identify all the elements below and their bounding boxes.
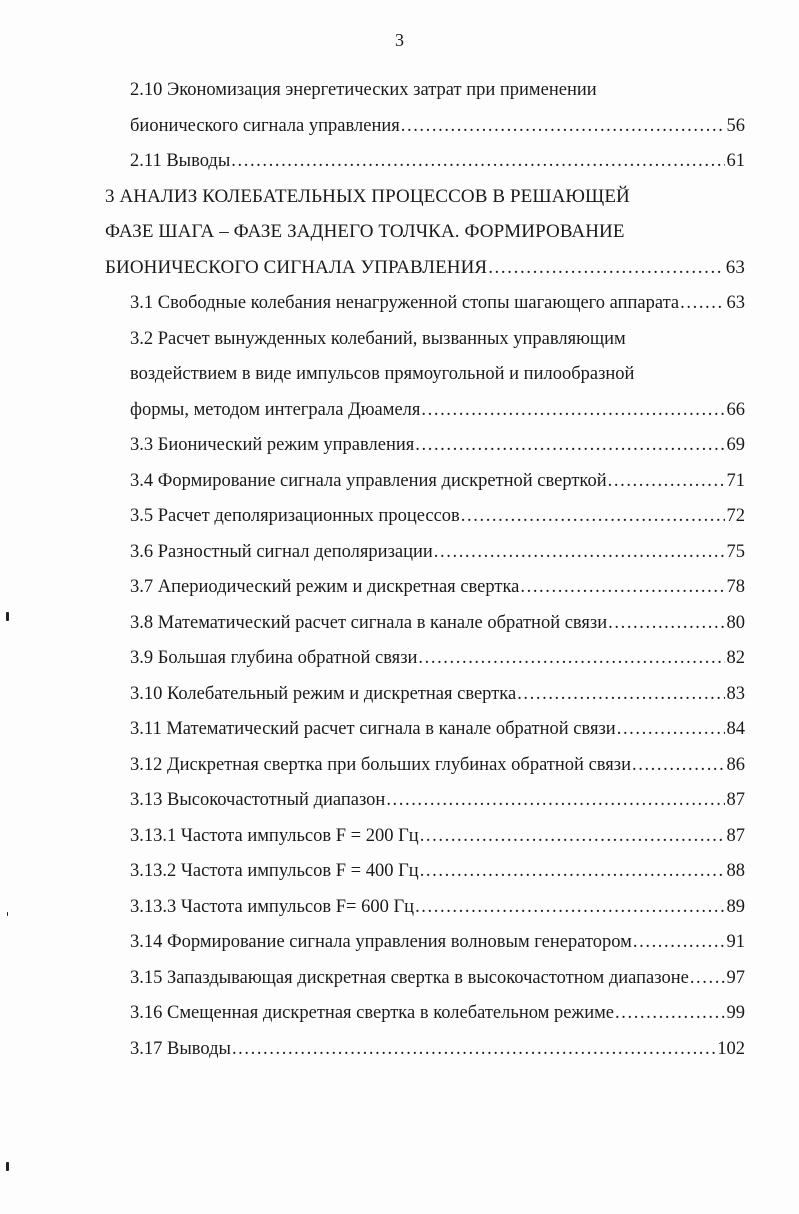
- toc-page-number: 63: [725, 256, 745, 278]
- toc-page-number: 91: [726, 932, 745, 952]
- toc-page-number: 80: [726, 612, 745, 633]
- toc-entry: [130, 714, 745, 744]
- toc-entry: [130, 430, 745, 460]
- dot-leader: [690, 963, 725, 993]
- dot-leader: [633, 927, 725, 957]
- toc-page-number: 102: [717, 1038, 745, 1059]
- dot-leader: [617, 714, 725, 744]
- toc-entry: [130, 679, 745, 709]
- toc-entry-text: формы, методом интеграла Дюамеля: [130, 399, 421, 420]
- toc-heading-line: [105, 217, 625, 247]
- toc-entry-text: 3.2 Расчет вынужденных колебаний, вызванных управляющим: [130, 328, 626, 349]
- dot-leader: [386, 785, 724, 815]
- toc-entry-text: БИОНИЧЕСКОГО СИГНАЛА УПРАВЛЕНИЯ: [105, 256, 488, 278]
- toc-entry: [130, 537, 745, 567]
- toc-entry: [130, 998, 745, 1028]
- toc-entry: [130, 395, 745, 425]
- toc-entry-text: 3.10 Колебательный режим и дискретная свертка: [130, 683, 517, 704]
- toc-entry-text: воздействием в виде импульсов прямоугольной и пилообразной: [130, 364, 635, 384]
- dot-leader: [608, 466, 725, 496]
- toc-entry-text: 3.13.1 Частота импульсов F = 200 Гц: [130, 825, 419, 846]
- toc-page-number: 82: [726, 648, 745, 668]
- dot-leader: [608, 608, 724, 638]
- toc-entry-text: 3.13.3 Частота импульсов F= 600 Гц: [130, 896, 415, 917]
- toc-page-number: 97: [726, 967, 745, 988]
- dot-leader: [421, 395, 724, 425]
- toc-page-number: 78: [726, 577, 745, 597]
- dot-leader: [632, 750, 725, 780]
- toc-entry-text: 3.5 Расчет деполяризационных процессов: [130, 506, 460, 526]
- toc-entry: [130, 1034, 745, 1064]
- toc-entry: [130, 963, 745, 993]
- toc-entry: [130, 288, 745, 318]
- toc-page-number: 71: [726, 470, 745, 491]
- dot-leader: [401, 111, 725, 141]
- toc-entry: [130, 466, 745, 496]
- dot-leader: [461, 501, 725, 531]
- dot-leader: [615, 998, 724, 1028]
- toc-page-number: 99: [726, 1003, 745, 1023]
- toc-entry-text: 3 АНАЛИЗ КОЛЕБАТЕЛЬНЫХ ПРОЦЕССОВ В РЕШАЮЩЕЙ: [105, 185, 630, 207]
- toc-entry: [130, 111, 745, 141]
- toc-page-number: 87: [726, 790, 745, 810]
- toc-entry-text: 3.7 Апериодический режим и дискретная свертка: [130, 577, 520, 597]
- toc-entry: [130, 146, 745, 176]
- toc-entry-text: 3.6 Разностный сигнал деполяризации: [130, 541, 433, 562]
- dot-leader: [415, 892, 724, 922]
- dot-leader: [434, 537, 725, 567]
- toc-page-number: 75: [726, 541, 745, 562]
- toc-entry: [130, 608, 745, 638]
- toc-entry: [130, 856, 745, 886]
- toc-page-number: 89: [726, 896, 745, 917]
- dot-leader: [420, 821, 725, 851]
- dot-leader: [231, 146, 724, 176]
- toc-entry-text: ФАЗЕ ШАГА – ФАЗЕ ЗАДНЕГО ТОЛЧКА. ФОРМИРОВАНИЕ: [105, 221, 625, 242]
- dot-leader: [517, 679, 724, 709]
- toc-heading-line: [105, 182, 630, 212]
- toc-page-number: 72: [726, 506, 745, 526]
- toc-page-number: 87: [726, 825, 745, 846]
- page-number: 3: [395, 30, 404, 50]
- toc-entry: [130, 785, 745, 815]
- dot-leader: [418, 643, 724, 673]
- toc-entry-text: 3.17 Выводы: [130, 1038, 231, 1059]
- toc-page-number: 84: [726, 719, 745, 739]
- dot-leader: [680, 288, 724, 318]
- toc-entry: [130, 572, 745, 602]
- toc-entry-text: 3.1 Свободные колебания ненагруженной стопы шагающего аппарата: [130, 293, 680, 313]
- toc-entry-text: 3.13 Высокочастотный диапазон: [130, 790, 386, 810]
- toc-entry-text: 3.4 Формирование сигнала управления дискретной сверткой: [130, 470, 607, 491]
- toc-page-number: 56: [726, 115, 745, 136]
- toc-entry-text: 2.11 Выводы: [130, 151, 231, 171]
- dot-leader: [232, 1034, 715, 1064]
- toc-entry: [130, 324, 626, 354]
- toc-entry-text: бионического сигнала управления: [130, 115, 400, 136]
- toc-entry: [130, 750, 745, 780]
- toc-entry-text: 3.8 Математический расчет сигнала в канале обратной связи: [130, 612, 608, 633]
- toc-entry-text: 3.13.2 Частота импульсов F = 400 Гц: [130, 861, 419, 881]
- scan-mark: [6, 612, 9, 621]
- toc-entry: [130, 927, 745, 957]
- dot-leader: [415, 430, 724, 460]
- toc-entry-text: 2.10 Экономизация энергетических затрат при применении: [130, 80, 597, 100]
- toc-page-number: 69: [726, 435, 745, 455]
- toc-page-number: 66: [726, 399, 745, 420]
- dot-leader: [520, 572, 724, 602]
- toc-entry: [130, 359, 634, 389]
- toc-entry-text: 3.14 Формирование сигнала управления волновым генератором: [130, 932, 632, 952]
- toc-page-number: 86: [726, 754, 745, 775]
- toc-entry-text: 3.3 Бионический режим управления: [130, 435, 415, 455]
- toc-entry: [130, 501, 745, 531]
- scan-mark: [7, 912, 8, 916]
- toc-entry-text: 3.12 Дискретная свертка при больших глубинах обратной связи: [130, 754, 631, 775]
- toc-page-number: 88: [726, 861, 745, 881]
- toc-entry: [130, 892, 745, 922]
- toc-page-number: 61: [726, 151, 745, 171]
- toc-entry-text: 3.16 Смещенная дискретная свертка в колебательном режиме: [130, 1003, 615, 1023]
- toc-page-number: 83: [726, 683, 745, 704]
- dot-leader: [420, 856, 725, 886]
- scan-mark: [6, 1162, 9, 1171]
- toc-entry: [130, 75, 597, 105]
- toc-heading-line: [105, 253, 745, 283]
- toc-entry: [130, 821, 745, 851]
- toc-page-number: 63: [726, 293, 745, 313]
- toc-entry: [130, 643, 745, 673]
- dot-leader: [488, 253, 724, 283]
- toc-entry-text: 3.9 Большая глубина обратной связи: [130, 648, 418, 668]
- toc-entry-text: 3.11 Математический расчет сигнала в канале обратной связи: [130, 719, 616, 739]
- toc-entry-text: 3.15 Запаздывающая дискретная свертка в высокочастотном диапазоне: [130, 967, 689, 988]
